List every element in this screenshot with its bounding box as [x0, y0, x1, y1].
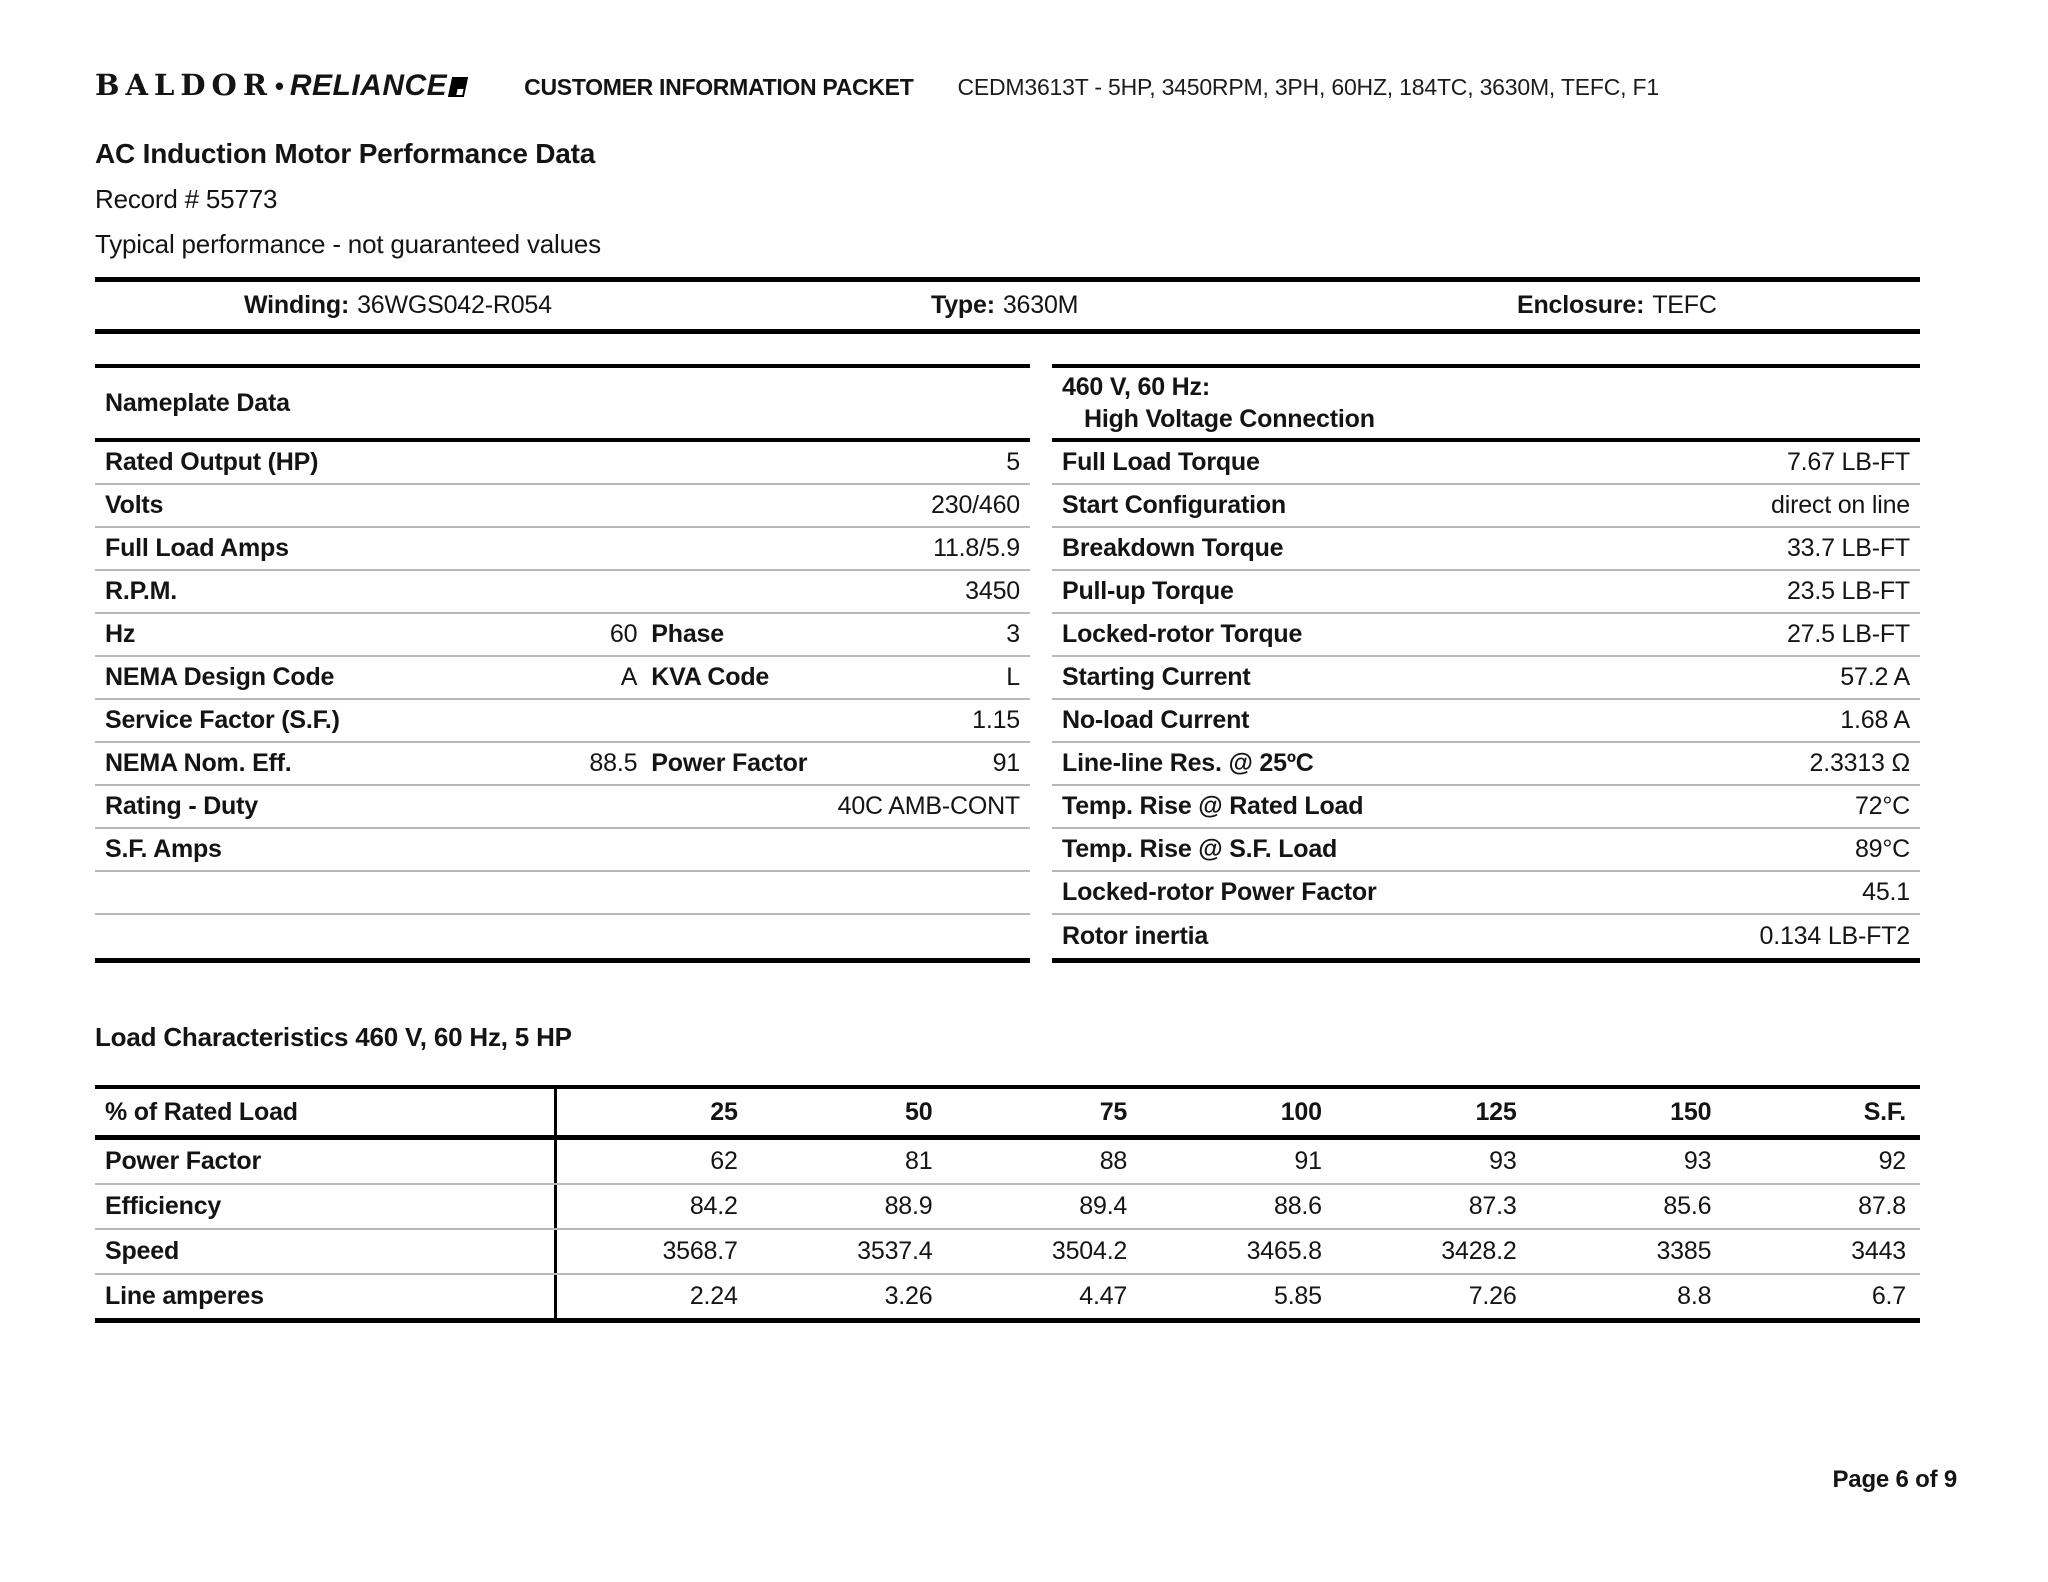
row-mid-value: 60: [609, 620, 638, 648]
row-value: 2.3313 Ω: [1809, 749, 1910, 777]
nameplate-row: [95, 786, 1030, 829]
row-label: Pull-up Torque: [1062, 577, 1234, 605]
enclosure-label: Enclosure:: [1517, 291, 1645, 319]
cell-value: 88: [1099, 1147, 1128, 1175]
column-header: 75: [1099, 1097, 1128, 1126]
cell-value: 8.8: [1677, 1282, 1712, 1310]
connection-row: [1052, 786, 1920, 829]
page-number: Page 6 of 9: [1832, 1466, 1957, 1493]
row-value: 0.134 LB-FT2: [1759, 922, 1910, 950]
column-header: 100: [1280, 1097, 1322, 1126]
nameplate-row: [95, 743, 1030, 786]
nameplate-row: [95, 872, 1030, 915]
row-value: 33.7 LB-FT: [1786, 534, 1910, 562]
row-label: Full Load Torque: [1062, 448, 1260, 476]
row-label: Hz: [105, 620, 136, 648]
cell-value: 3568.7: [662, 1237, 738, 1265]
connection-row: [1052, 700, 1920, 743]
winding-label: Winding:: [244, 291, 350, 319]
high-voltage-connection-table: [1052, 364, 1920, 963]
cell-value: 2.24: [689, 1282, 738, 1310]
connection-row: [1052, 614, 1920, 657]
cell-value: 88.6: [1273, 1192, 1322, 1220]
connection-row: [1052, 528, 1920, 571]
cell-value: 85.6: [1663, 1192, 1712, 1220]
nameplate-row: [95, 700, 1030, 743]
cell-value: 87.8: [1858, 1192, 1906, 1220]
row-value: 1.68 A: [1840, 706, 1910, 734]
nameplate-table: [95, 364, 1030, 963]
row-label: Rating - Duty: [105, 792, 258, 820]
document-header: [95, 68, 1659, 103]
cell-value: 91: [1294, 1147, 1322, 1175]
load-table-header-row: [95, 1089, 1920, 1140]
row-label: S.F. Amps: [105, 835, 222, 863]
row-value: 7.67 LB-FT: [1786, 448, 1910, 476]
nameplate-row: [95, 915, 1030, 958]
column-header: 150: [1670, 1097, 1712, 1126]
cell-value: 89.4: [1079, 1192, 1128, 1220]
performance-note: Typical performance - not guaranteed values: [95, 229, 601, 259]
row-label: Locked-rotor Power Factor: [1062, 878, 1377, 906]
type-label: Type:: [931, 291, 995, 319]
cell-value: 5.85: [1273, 1282, 1322, 1310]
cell-value: 88.9: [884, 1192, 933, 1220]
winding-value: 36WGS042-R054: [357, 291, 552, 319]
logo-registered-mark-icon: [448, 77, 468, 97]
cell-value: 92: [1878, 1147, 1906, 1175]
row-value: 23.5 LB-FT: [1786, 577, 1910, 605]
row-label: NEMA Design Code: [105, 663, 335, 691]
cell-value: 3504.2: [1051, 1237, 1128, 1265]
connection-row: [1052, 657, 1920, 700]
nameplate-row: [95, 614, 1030, 657]
logo-dot-icon: •: [274, 71, 284, 101]
row-label: Temp. Rise @ S.F. Load: [1062, 835, 1338, 863]
row-value: 230/460: [931, 491, 1020, 519]
row-mid-label: Phase: [651, 620, 724, 648]
row-value: 3: [1006, 620, 1020, 648]
column-header: 50: [905, 1097, 933, 1126]
row-label: Volts: [105, 491, 164, 519]
row-value: 57.2 A: [1840, 663, 1910, 691]
cell-value: 3385: [1656, 1237, 1712, 1265]
baldor-reliance-logo: [95, 68, 466, 103]
winding-bar: [95, 277, 1920, 334]
load-characteristics-title: Load Characteristics 460 V, 60 Hz, 5 HP: [95, 1022, 572, 1052]
row-label: R.P.M.: [105, 577, 177, 605]
row-mid-label: KVA Code: [651, 663, 770, 691]
row-label: Service Factor (S.F.): [105, 706, 340, 734]
nameplate-row: [95, 442, 1030, 485]
cell-value: 81: [905, 1147, 933, 1175]
connection-row: [1052, 829, 1920, 872]
row-value: 89°C: [1854, 835, 1910, 863]
row-value: 3450: [965, 577, 1020, 605]
row-label: Start Configuration: [1062, 491, 1286, 519]
row-label: Efficiency: [95, 1185, 557, 1228]
column-header: S.F.: [1863, 1097, 1906, 1126]
load-table-row: [95, 1230, 1920, 1275]
row-label: Starting Current: [1062, 663, 1251, 691]
nameplate-row: [95, 485, 1030, 528]
load-table-row: [95, 1275, 1920, 1323]
type-value: 3630M: [1002, 291, 1079, 319]
row-value: L: [1006, 663, 1020, 691]
connection-row: [1052, 743, 1920, 786]
cell-value: 84.2: [689, 1192, 738, 1220]
cell-value: 3465.8: [1246, 1237, 1322, 1265]
model-spec-line: CEDM3613T - 5HP, 3450RPM, 3PH, 60HZ, 184TC, 3630M, TEFC, F1: [957, 74, 1659, 100]
row-value: 45.1: [1862, 878, 1910, 906]
nameplate-row: [95, 657, 1030, 700]
row-label: Breakdown Torque: [1062, 534, 1284, 562]
row-value: 27.5 LB-FT: [1786, 620, 1910, 648]
cell-value: 4.47: [1079, 1282, 1128, 1310]
nameplate-row: [95, 528, 1030, 571]
column-header: 25: [710, 1097, 738, 1126]
cell-value: 6.7: [1871, 1282, 1906, 1310]
cell-value: 62: [710, 1147, 738, 1175]
type-field: [931, 282, 1078, 329]
enclosure-field: [1517, 282, 1717, 329]
row-value: 11.8/5.9: [933, 534, 1020, 562]
row-label: NEMA Nom. Eff.: [105, 749, 292, 777]
row-value: 91: [992, 749, 1020, 777]
load-table-row: [95, 1140, 1920, 1185]
connection-row: [1052, 442, 1920, 485]
row-label: Rotor inertia: [1062, 922, 1209, 950]
row-label: Line amperes: [95, 1275, 557, 1318]
logo-reliance-text: RELIANCE: [289, 69, 448, 102]
connection-row: [1052, 571, 1920, 614]
connection-heading: 460 V, 60 Hz: High Voltage Connection: [1052, 368, 1920, 442]
document-title: AC Induction Motor Performance Data: [95, 138, 596, 169]
row-label: Locked-rotor Torque: [1062, 620, 1303, 648]
row-mid-label: Power Factor: [651, 749, 808, 777]
cell-value: 3428.2: [1441, 1237, 1517, 1265]
connection-row: [1052, 485, 1920, 528]
logo-baldor-text: BALDOR: [95, 68, 273, 102]
nameplate-heading: Nameplate Data: [95, 368, 1030, 442]
cell-value: 87.3: [1468, 1192, 1517, 1220]
row-label: Rated Output (HP): [105, 448, 319, 476]
row-label: No-load Current: [1062, 706, 1250, 734]
cell-value: 7.26: [1468, 1282, 1517, 1310]
row-value: 1.15: [972, 706, 1020, 734]
cell-value: 93: [1489, 1147, 1517, 1175]
title-block: [95, 138, 601, 260]
row-header: % of Rated Load: [95, 1089, 557, 1135]
nameplate-row: [95, 571, 1030, 614]
cell-value: 3443: [1851, 1237, 1906, 1265]
row-value: 72°C: [1854, 792, 1910, 820]
connection-row: [1052, 872, 1920, 915]
record-number: Record # 55773: [95, 184, 278, 214]
row-label: Full Load Amps: [105, 534, 289, 562]
row-mid-value: A: [620, 663, 638, 691]
cell-value: 3537.4: [857, 1237, 933, 1265]
enclosure-value: TEFC: [1652, 291, 1717, 319]
row-value: 40C AMB-CONT: [837, 792, 1020, 820]
packet-title: CUSTOMER INFORMATION PACKET: [524, 74, 914, 100]
column-header: 125: [1475, 1097, 1517, 1126]
row-value: 5: [1006, 448, 1020, 476]
load-table-row: [95, 1185, 1920, 1230]
cell-value: 3.26: [884, 1282, 933, 1310]
winding-field: [244, 282, 552, 329]
row-label: Temp. Rise @ Rated Load: [1062, 792, 1364, 820]
cell-value: 93: [1683, 1147, 1712, 1175]
row-label: Line-line Res. @ 25ºC: [1062, 749, 1314, 777]
load-characteristics-table: [95, 1085, 1920, 1323]
row-mid-value: 88.5: [589, 749, 638, 777]
connection-row: [1052, 915, 1920, 958]
row-value: direct on line: [1771, 491, 1910, 519]
nameplate-row: [95, 829, 1030, 872]
row-label: Power Factor: [95, 1140, 557, 1183]
row-label: Speed: [95, 1230, 557, 1273]
